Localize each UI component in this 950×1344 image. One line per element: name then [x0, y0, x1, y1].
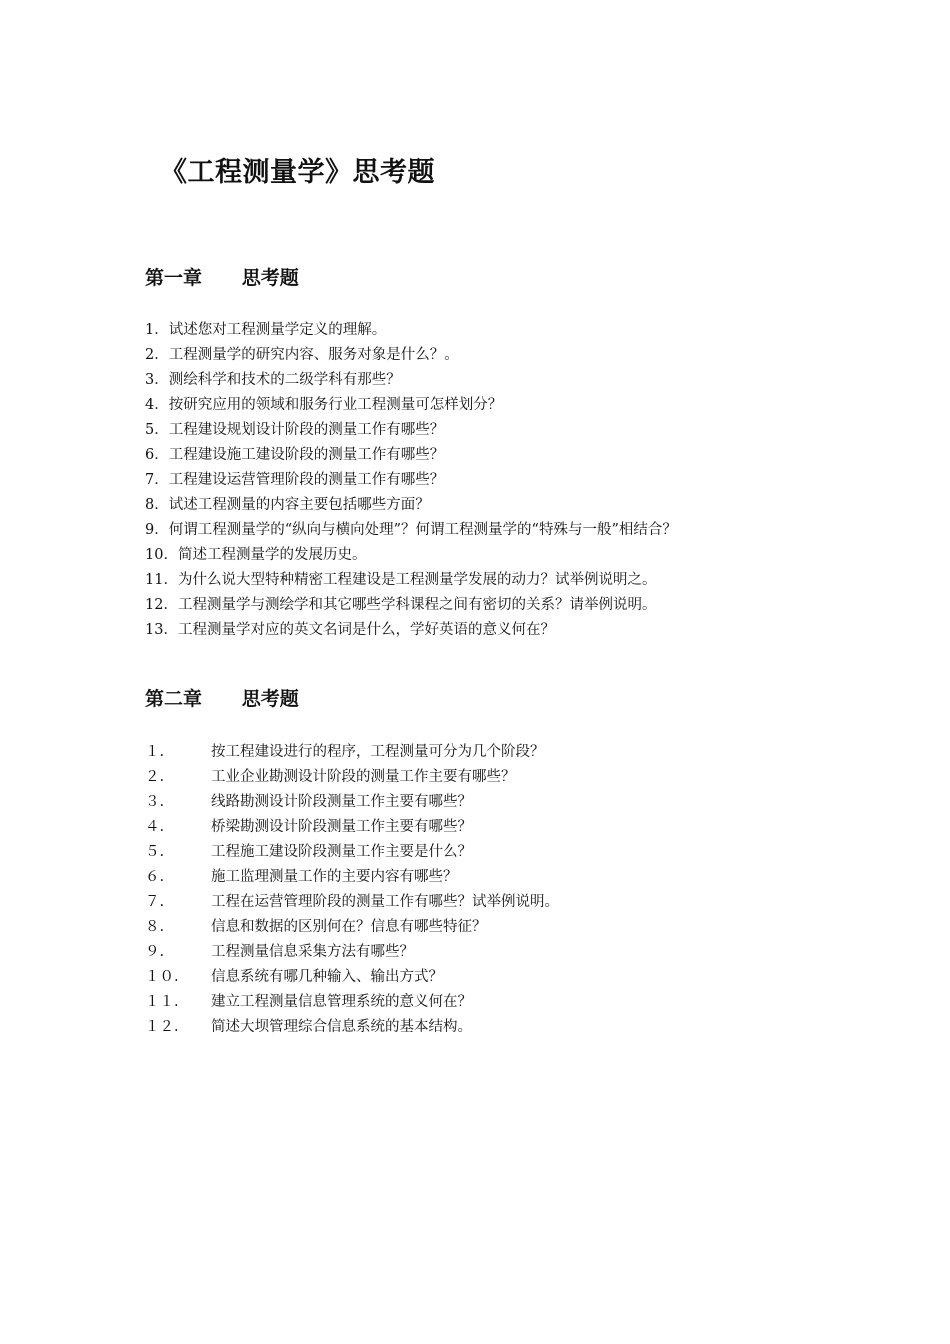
item-text: 施工监理测量工作的主要内容有哪些？ — [211, 869, 458, 885]
item-number: ６. — [145, 869, 165, 885]
list-item: 9．何谓工程测量学的“纵向与横向处理”？何谓工程测量学的“特殊与一般”相结合？ — [145, 522, 677, 538]
list-item: 11．为什么说大型特种精密工程建设是工程测量学发展的动力？试举例说明之。 — [145, 572, 657, 588]
list-item: 13．工程测量学对应的英文名词是什么，学好英语的意义何在？ — [145, 622, 555, 638]
list-item — [145, 1015, 559, 1040]
list-item — [145, 890, 559, 915]
list-item: 6．工程建设施工建设阶段的测量工作有哪些？ — [145, 447, 445, 463]
item-text: 工程施工建设阶段测量工作主要是什么？ — [211, 844, 472, 860]
list-item — [145, 790, 559, 815]
item-text: 工业企业勘测设计阶段的测量工作主要有哪些？ — [211, 769, 516, 785]
list-item — [145, 915, 559, 940]
item-number: １２. — [145, 1019, 179, 1035]
item-text: 信息系统有哪几种输入、输出方式？ — [211, 969, 443, 985]
item-text: 简述大坝管理综合信息系统的基本结构。 — [211, 1019, 472, 1035]
chapter-2-question-list — [145, 740, 559, 1040]
list-item: 2．工程测量学的研究内容、服务对象是什么？。 — [145, 347, 459, 363]
list-item — [145, 965, 559, 990]
list-item: 4．按研究应用的领域和服务行业工程测量可怎样划分？ — [145, 397, 503, 413]
item-text: 建立工程测量信息管理系统的意义何在？ — [211, 994, 472, 1010]
item-number: １. — [145, 744, 165, 760]
list-item: 7．工程建设运营管理阶段的测量工作有哪些？ — [145, 472, 445, 488]
item-number: ３. — [145, 794, 165, 810]
list-item: 12．工程测量学与测绘学和其它哪些学科课程之间有密切的关系？请举例说明。 — [145, 597, 657, 613]
list-item: 5．工程建设规划设计阶段的测量工作有哪些？ — [145, 422, 445, 438]
document-title: 《工程测量学》思考题 — [160, 157, 435, 188]
list-item — [145, 990, 559, 1015]
list-item: 3．测绘科学和技术的二级学科有那些？ — [145, 372, 401, 388]
list-item — [145, 865, 559, 890]
chapter-1-question-list — [145, 318, 677, 643]
list-item: 10．简述工程测量学的发展历史。 — [145, 547, 367, 563]
list-item — [145, 765, 559, 790]
item-text: 工程测量信息采集方法有哪些？ — [211, 944, 414, 960]
item-number: １０. — [145, 969, 179, 985]
item-text: 桥梁勘测设计阶段测量工作主要有哪些？ — [211, 819, 472, 835]
chapter-2-heading: 第二章 思考题 — [145, 688, 299, 710]
item-number: ５. — [145, 844, 165, 860]
list-item — [145, 740, 559, 765]
item-text: 工程在运营管理阶段的测量工作有哪些？试举例说明。 — [211, 894, 559, 910]
item-text: 线路勘测设计阶段测量工作主要有哪些？ — [211, 794, 472, 810]
list-item — [145, 940, 559, 965]
list-item: 1．试述您对工程测量学定义的理解。 — [145, 322, 387, 338]
item-number: ２. — [145, 769, 165, 785]
list-item — [145, 815, 559, 840]
item-text: 按工程建设进行的程序，工程测量可分为几个阶段？ — [211, 744, 545, 760]
item-number: ７. — [145, 894, 165, 910]
item-text: 信息和数据的区别何在？信息有哪些特征？ — [211, 919, 487, 935]
chapter-1-heading: 第一章 思考题 — [145, 267, 299, 289]
list-item — [145, 840, 559, 865]
list-item: 8．试述工程测量的内容主要包括哪些方面？ — [145, 497, 430, 513]
item-number: ８. — [145, 919, 165, 935]
item-number: ９. — [145, 944, 165, 960]
item-number: ４. — [145, 819, 165, 835]
item-number: １１. — [145, 994, 179, 1010]
